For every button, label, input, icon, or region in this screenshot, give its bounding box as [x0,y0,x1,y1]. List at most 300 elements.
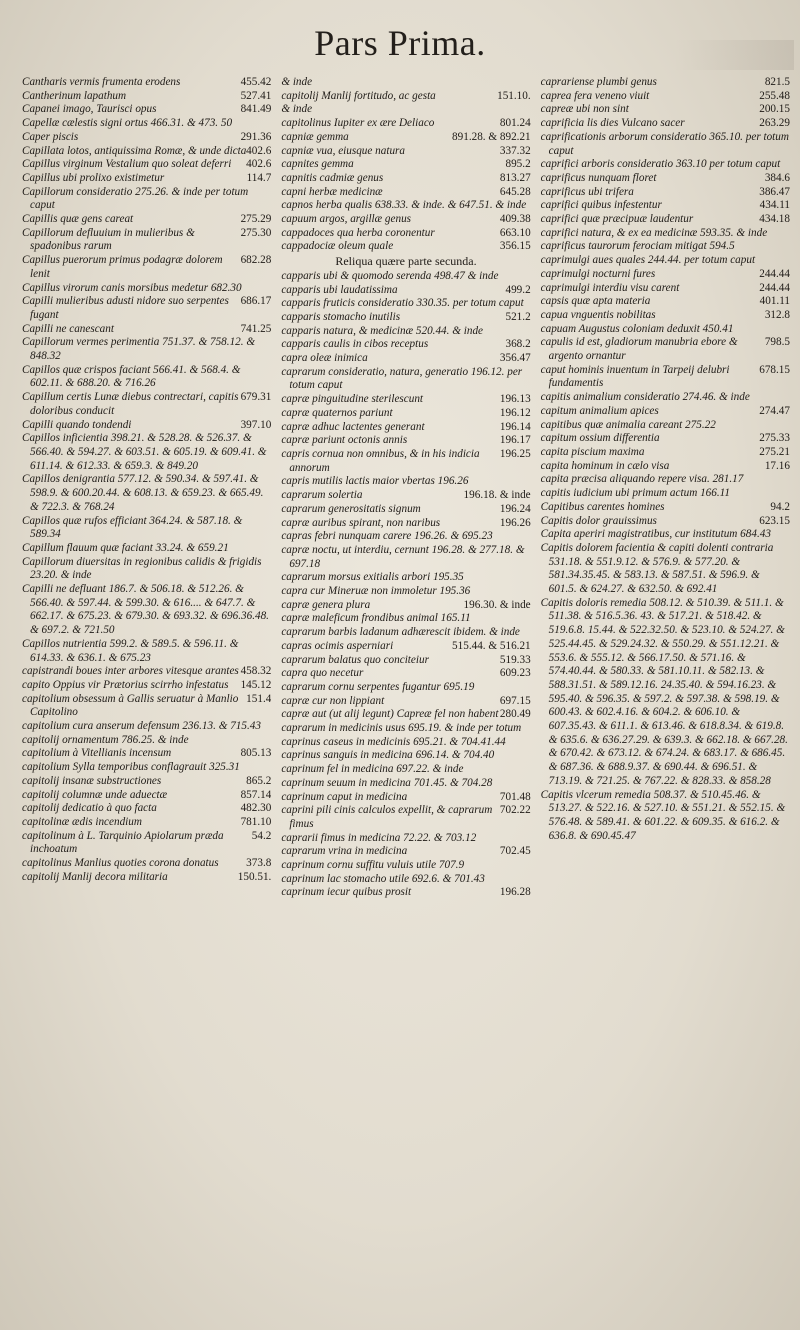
entry-reference: 337.32 [499,144,531,157]
entry-term: caprariense plumbi genus [540,76,657,88]
entry-reference: 54.2 [251,829,272,842]
entry-term: caprarum balatus quo conciteiur [281,653,429,666]
index-entry [22,556,271,583]
entry-term: caprinum lac stomacho utile 692.6. & 701.43 [281,872,485,885]
entry-reference: 17.16 [764,459,790,472]
index-entry [22,213,271,227]
index-entry [281,103,530,117]
entry-reference: 196.13 [499,393,531,406]
entry-reference: 841.49 [240,103,272,116]
index-entry [22,364,271,391]
entry-term: capnites gemma [281,158,354,171]
entry-term: Capillos nutrientia 599.2. & 589.5. & 596.11. & 614.33. & 636.1. & 675.23 [22,637,239,664]
entry-reference: 244.44 [759,281,790,294]
entry-term: caprarum consideratio, natura, generatio 196.12. per totum caput [281,365,523,392]
entry-term: Capanei imago, Taurisci opus [22,103,157,116]
entry-term: capniæ vua, eiusque natura [281,144,405,157]
index-entry [541,172,790,186]
index-entry [281,832,530,846]
entry-term: capsis quæ apta materia [540,295,651,308]
index-entry [281,489,530,503]
index-entry [281,325,530,339]
entry-term: caprificus taurorum ferociam mitigat 594.5 [540,240,735,253]
entry-reference: 151.4 [246,692,272,705]
index-entry [541,323,790,337]
entry-term: caprinum seuum in medicina 701.45. & 704.28 [281,776,493,789]
entry-term: Capillus virorum canis morsibus medetur 682.30 [22,281,242,294]
entry-term: caprinum cornu suffitu vuluis utile 707.9 [281,859,465,872]
entry-term: Capilli ne defluant 186.7. & 506.18. & 512.26. & 566.40. & 597.44. & 599.30. & 616.... & 647.7. & 662.17. & 675.23. & 679.30. & 693.32. & 696.36.48. & 697.2. & 721.50 [22,583,269,637]
entry-term: Capillorum diuersitas in regionibus calidis & frigidis 23.20. & inde [22,555,262,582]
index-entry [281,338,530,352]
index-entry [281,117,530,131]
entry-term: caprimulgi interdiu visu carent [540,281,680,294]
index-entry [22,802,271,816]
entry-term: caprarum barbis ladanum adhærescit ibidem. & inde [281,626,520,639]
index-entry [22,323,271,337]
entry-reference: 312.8 [764,308,790,321]
entry-reference: 196.17 [499,434,531,447]
entry-term: capniæ gemma [281,130,349,143]
entry-term: caprarum cornu serpentes fugantur 695.19 [281,680,475,693]
index-entry [22,227,271,254]
index-entry [22,282,271,296]
entry-term: capparis ubi laudatissima [281,283,398,296]
entry-term: capitolium cura anserum defensum 236.13. & 715.43 [22,720,261,733]
entry-term: Capillus ubi prolixo existimetur [22,171,165,184]
index-entry [541,186,790,200]
index-entry [281,654,530,668]
entry-reference: 384.6 [764,171,790,184]
entry-term: capitis animalium consideratio 274.46. & inde [540,391,750,404]
index-entry [541,364,790,391]
entry-reference: 196.12 [499,406,531,419]
entry-term: caprinum iecur quibus prosit [281,886,412,899]
index-entry [22,857,271,871]
index-entry [281,270,530,284]
index-entry [281,311,530,325]
index-entry [541,282,790,296]
entry-term: Capillorum defluuium in mulieribus & spadonibus rarum [22,226,195,253]
index-entry [281,366,530,393]
index-entry [281,172,530,186]
entry-term: caprifici quibus infestentur [540,199,662,212]
index-entry [281,90,530,104]
index-entry [281,667,530,681]
index-entry [541,432,790,446]
entry-reference: 401.11 [759,295,790,308]
index-entry [22,583,271,638]
index-entry [281,158,530,172]
entry-reference: 679.31 [240,391,272,404]
entry-reference: 805.13 [240,747,272,760]
index-entry [281,708,530,722]
entry-term: caprarum vrina in medicina [281,845,408,858]
index-entry [281,749,530,763]
entry-term: & inde [281,76,313,88]
entry-term: capræ genera plura [281,598,371,611]
entry-reference: 196.26 [499,516,531,529]
entry-reference: 798.5 [764,336,790,349]
index-entry [281,736,530,750]
index-entry [281,199,530,213]
index-entry [281,240,530,254]
index-entry [22,158,271,172]
entry-reference: 821.5 [764,76,790,88]
index-entry [281,297,530,311]
index-entry [22,90,271,104]
index-entry [281,131,530,145]
index-entry [281,859,530,873]
entry-term: capitis iudicium ubi primum actum 166.11 [540,487,731,500]
index-entry [281,791,530,805]
index-entry [281,599,530,613]
entry-reference: 409.38 [499,213,531,226]
entry-term: caprarum generositatis signum [281,502,421,515]
index-entry [22,761,271,775]
entry-term: capuum argos, argillæ genus [281,213,412,226]
index-entry [22,473,271,514]
index-entry [281,213,530,227]
index-entry [541,309,790,323]
entry-term: capitolinæ ædis incendium [22,815,142,828]
entry-reference: 244.44 [759,267,790,280]
entry-term: capræ cur non lippiant [281,694,385,707]
index-entry [281,517,530,531]
entry-reference: 813.27 [499,171,531,184]
index-entry [541,542,790,597]
entry-reference: 373.8 [246,857,272,870]
entry-reference: 356.15 [499,240,531,253]
index-column-2 [281,76,530,1316]
entry-reference: 280.49 [499,708,531,721]
entry-term: Capitis doloris remedia 508.12. & 510.39. & 511.1. & 511.38. & 516.5.36. 43. & 517.21. & 518.42. & 519.6.8. 15.44. & 522.32.50. & 523.10. & 524.27. & 525.44.45. & 529.24.32. & 550.29. & 551.12.21. & 553.6. & 555.12. & 566.17.50. & 571.16. & 574.40.44. & 580.33. & 581.10.11. & 582.13. & 588.31.51. & 589.12.16. 24.35.40. & 594.16.23. & 595.40. & 596.35. & 597.2. & 597.38. & 598.19. & 600.43. & 602.4.16. & 604.2. & 606.10. & 607.35.43. & 611.1. & 613.46. & 618.8.34. & 619.8. & 635.6. & 636.27.29. & 639.3. & 662.18. & 667.28. & 670.42. & 673.12. & 674.24. & 683.17. & 686.45. & 687.36. & 688.9.37. & 690.44. & 696.51. & 713.19. & 721.25. & 767.22. & 828.33. & 858.28 [540,596,788,787]
index-entry [281,777,530,791]
entry-term: capparis ubi & quomodo serenda 498.47 & inde [281,269,499,282]
entry-reference: 291.36 [240,130,272,143]
index-entry [541,268,790,282]
entry-term: caprea fera veneno viuit [540,89,650,102]
index-entry [541,199,790,213]
entry-term: caprinum caput in medicina [281,790,408,803]
index-entry [281,626,530,640]
entry-reference: 455.42 [240,76,272,88]
entry-term: caprini pili cinis calculos expellit, & caprarum fimus [281,804,493,830]
entry-term: Capillos inficientia 398.21. & 528.28. & 526.37. & 566.40. & 594.27. & 603.51. & 605.19. & 609.41. & 611.14. & 612.33. & 659.3. & 849.20 [22,432,267,472]
entry-term: Cantharis vermis frumenta erodens [22,76,181,88]
index-entry [281,503,530,517]
entry-reference: 402.6 [246,158,272,171]
entry-reference: 663.10 [499,226,531,239]
entry-term: caprificia lis dies Vulcano sacer [540,117,685,130]
entry-term: capræ adhuc lactentes generant [281,420,425,433]
index-entry [281,227,530,241]
entry-term: capras febri nunquam carere 196.26. & 695.23 [281,530,493,543]
index-entry [22,816,271,830]
entry-term: caprarii fimus in medicina 72.22. & 703.12 [281,831,477,844]
index-entry [541,446,790,460]
index-entry [22,679,271,693]
entry-term: capitolij dedicatio à quo facta [22,802,157,815]
index-entry [541,789,790,844]
entry-reference: 114.7 [246,171,272,184]
page-header: Pars Prima. [314,23,486,63]
index-entry [281,76,530,90]
index-entry [22,186,271,213]
entry-term: capitolium Sylla temporibus conflagrauit 325.31 [22,761,240,774]
entry-term: cappadoces qua herba coronentur [281,226,435,239]
entry-term: capra oleæ inimica [281,352,368,365]
entry-term: Caper piscis [22,130,79,143]
entry-reference: 397.10 [240,418,272,431]
entry-term: capræ aut (ut alij legunt) Capreæ fel non habent [281,708,499,721]
index-entry [281,407,530,421]
entry-term: capitolij columnæ unde aduectæ [22,788,168,801]
entry-reference: 275.29 [240,213,272,226]
index-entry [22,336,271,363]
index-entry [541,597,790,789]
entry-term: capulis id est, gladiorum manubria ebore & argento ornantur [540,336,738,363]
index-entry [281,763,530,777]
index-entry [22,734,271,748]
entry-term: capitum ossium differentia [540,432,660,445]
entry-term: Capita aperiri magistratibus, cur institutum 684.43 [540,528,771,541]
entry-reference: 482.30 [240,802,272,815]
entry-reference: 895.2 [505,158,531,171]
entry-reference: 196.28 [499,886,531,899]
index-column-1 [22,76,271,1316]
entry-term: caprinus sanguis in medicina 696.14. & 704.40 [281,749,495,762]
entry-term: Capillos denigrantia 577.12. & 590.34. & 597.41. & 598.9. & 600.20.44. & 608.13. & 659.23. & 665.49. & 722.3. & 768.24 [22,473,264,513]
entry-term: capræ pariunt octonis annis [281,434,408,447]
entry-term: capita præcisa aliquando repere visa. 281.17 [540,473,744,486]
entry-term: capitolij ornamentum 786.25. & inde [22,733,189,746]
index-entry [22,432,271,473]
entry-term: capitolij Manlij fortitudo, ac gesta [281,89,436,102]
index-entry [541,487,790,501]
entry-reference: 275.33 [759,432,790,445]
entry-reference: 196.30. & inde [463,598,531,611]
index-entry [281,845,530,859]
entry-term: capras ocimis asperniari [281,639,394,652]
entry-term: Capillus puerorum primus podagræ dolorem lenit [22,254,223,280]
entry-term: caprarum solertia [281,489,363,502]
index-entry [22,665,271,679]
entry-term: capra cur Mineruæ non immoletur 195.36 [281,585,471,598]
index-entry [22,720,271,734]
entry-reference: 521.2 [505,310,531,323]
entry-term: caprificus nunquam floret [540,171,657,184]
entry-term: capræ auribus spirant, non naribus [281,516,441,529]
entry-reference: 94.2 [770,500,790,513]
index-entry [281,585,530,599]
entry-reference: 150.51. [237,870,272,883]
index-entry [281,722,530,736]
entry-term: caprificationis arborum consideratio 365.10. per totum caput [540,130,789,157]
index-entry [541,501,790,515]
index-section-note [281,255,530,269]
entry-term: capitolinus Iupiter ex ære Deliaco [281,117,435,130]
entry-reference: 857.14 [240,788,272,801]
index-entry [541,158,790,172]
entry-term: caprimulgi nocturni fures [540,267,656,280]
index-entry [22,254,271,281]
index-entry [281,434,530,448]
index-entry [541,405,790,419]
entry-term: capitolium obsessum à Gallis seruatur à Manlio Capitolino [22,692,239,719]
entry-reference: 458.32 [240,665,272,678]
entry-term: capitolinum à L. Tarquinio Apiolarum præda inchoatum [22,829,224,856]
index-entry [541,336,790,363]
entry-reference: 434.18 [759,213,790,226]
index-entry [22,131,271,145]
entry-term: capra quo necetur [281,667,364,680]
entry-reference: 697.15 [499,694,531,707]
entry-term: caprifici quæ præcipuæ laudentur [540,213,694,226]
entry-reference: 196.14 [499,420,531,433]
index-entry [541,391,790,405]
index-entry [281,530,530,544]
entry-term: Capitis dolorem facientia & capiti dolenti contraria 531.18. & 551.9.12. & 576.9. & 577.20. & 581.34.35.45. & 583.13. & 587.51. & 596.9. & 601.5. & 624.27. & 632.50. & 692.41 [540,541,774,596]
index-entry [22,295,271,322]
entry-term: capita hominum in cælo visa [540,459,670,472]
entry-reference: 678.15 [759,363,790,376]
index-entry [541,240,790,254]
index-entry [22,693,271,720]
entry-term: Capillorum consideratio 275.26. & inde per totum caput [22,185,249,212]
entry-term: Capilli ne canescant [22,322,114,335]
entry-term: caprarum morsus exitialis arbori 195.35 [281,571,464,584]
entry-reference: 741.25 [240,322,272,335]
entry-reference: 275.30 [240,226,272,239]
index-entry [541,515,790,529]
index-entry [281,612,530,626]
entry-term: Capillata lotos, antiquissima Romæ, & unde dicta [22,144,247,157]
index-entry [281,352,530,366]
entry-term: Capillos quæ crispos faciant 566.41. & 568.4. & 602.11. & 688.20. & 716.26 [22,363,241,390]
index-entry [541,254,790,268]
index-entry [281,571,530,585]
entry-reference: 519.33 [499,653,531,666]
entry-reference: 499.2 [505,283,531,296]
index-entry [541,419,790,433]
entry-reference: 255.48 [759,89,790,102]
entry-term: Capillum flauum quæ faciant 33.24. & 659.21 [22,541,229,554]
entry-reference: 196.25 [499,447,531,460]
entry-term: capræ quaternos pariunt [281,406,393,419]
index-entry [281,681,530,695]
index-entry [22,76,271,90]
entry-term: capitum animalium apices [540,404,659,417]
entry-term: cappadociæ oleum quale [281,240,394,253]
entry-term: Capillos quæ rufos efficiant 364.24. & 587.18. & 589.34 [22,514,243,541]
entry-term: capitolium à Vitellianis incensum [22,747,172,760]
index-entry [22,747,271,761]
index-entry [541,90,790,104]
index-entry [281,421,530,435]
entry-term: Capillus virginum Vestalium quo soleat deferri [22,158,232,171]
entry-reference: 891.28. & 892.21 [452,130,531,143]
entry-term: capparis caulis in cibos receptus [281,338,429,351]
entry-term: capræ maleficum frondibus animal 165.11 [281,612,471,625]
index-entry [541,103,790,117]
entry-reference: 386.47 [759,185,790,198]
entry-term: caprinum fel in medicina 697.22. & inde [281,763,464,776]
entry-reference: 702.22 [499,804,531,817]
index-entry [281,873,530,887]
entry-reference: 402.6 [246,144,272,157]
entry-term: capni herbæ medicinæ [281,185,383,198]
entry-reference: 368.2 [505,338,531,351]
index-entry [541,76,790,90]
index-entry [22,391,271,418]
entry-term: caprinus caseus in medicinis 695.21. & 704.41.44 [281,735,506,748]
index-entry [22,775,271,789]
index-entry [541,117,790,131]
index-entry [281,804,530,831]
entry-term: capuam Augustus coloniam deduxit 450.41 [540,322,734,335]
index-entry [281,695,530,709]
index-entry [22,103,271,117]
index-entry [281,145,530,159]
index-entry [22,789,271,803]
entry-term: capparis natura, & medicinæ 520.44. & inde [281,324,484,337]
entry-reference: 682.28 [240,254,272,267]
index-column-3 [541,76,790,1316]
entry-term: Capitis dolor grauissimus [540,514,657,527]
entry-reference: 196.18. & inde [463,489,531,502]
entry-term: capræ noctu, ut interdiu, cernunt 196.28. & 277.18. & 697.18 [281,543,525,570]
entry-term: caprarum in medicinis usus 695.19. & inde per totum [281,722,522,735]
entry-term: capistrandi boues inter arbores vitesque arantes [22,665,239,678]
entry-reference: 865.2 [246,774,272,787]
entry-reference: 801.24 [499,117,531,130]
index-entry [22,638,271,665]
index-entry [281,284,530,298]
index-entry [281,475,530,489]
entry-reference: 274.47 [759,404,790,417]
index-entry [541,131,790,158]
entry-term: capitolij insanæ substructiones [22,774,162,787]
entry-term: Capilli mulieribus adusti nidore suo serpentes fugant [22,295,229,321]
index-entry [281,886,530,900]
entry-term: capræ pinguitudine sterilescunt [281,393,424,406]
entry-term: Capillorum vermes perimentia 751.37. & 758.12. & 848.32 [22,336,256,363]
index-entry [22,145,271,159]
entry-term: caprifici arboris consideratio 363.10 per totum caput [540,158,781,171]
entry-reference: 686.17 [240,295,272,308]
entry-reference: 275.21 [759,445,790,458]
entry-term: capris cornua non omnibus, & in his indicia annorum [281,447,480,474]
entry-term: Capillum certis Lunæ diebus contrectari, capitis doloribus conducit [22,391,239,417]
index-entry [541,295,790,309]
entry-term: caprificus ubi trifera [540,185,634,198]
entry-term: capreæ ubi non sint [540,103,629,116]
entry-term: capita piscium maxima [540,445,645,458]
entry-term: capris mutilis lactis maior vbertas 196.26 [281,475,469,488]
entry-term: Capillis quæ gens careat [22,213,134,226]
entry-term: caprifici natura, & ex ea medicinæ 593.35. & inde [540,226,768,239]
entry-reference: 145.12 [240,678,272,691]
entry-reference: 702.45 [499,845,531,858]
entry-term: capnos herba qualis 638.33. & inde. & 647.51. & inde [281,199,527,212]
entry-reference: 196.24 [499,502,531,515]
entry-reference: 781.10 [240,815,272,828]
entry-reference: 434.11 [759,199,790,212]
entry-reference: 263.29 [759,117,790,130]
index-entry [541,473,790,487]
entry-reference: 151.10. [497,89,531,102]
